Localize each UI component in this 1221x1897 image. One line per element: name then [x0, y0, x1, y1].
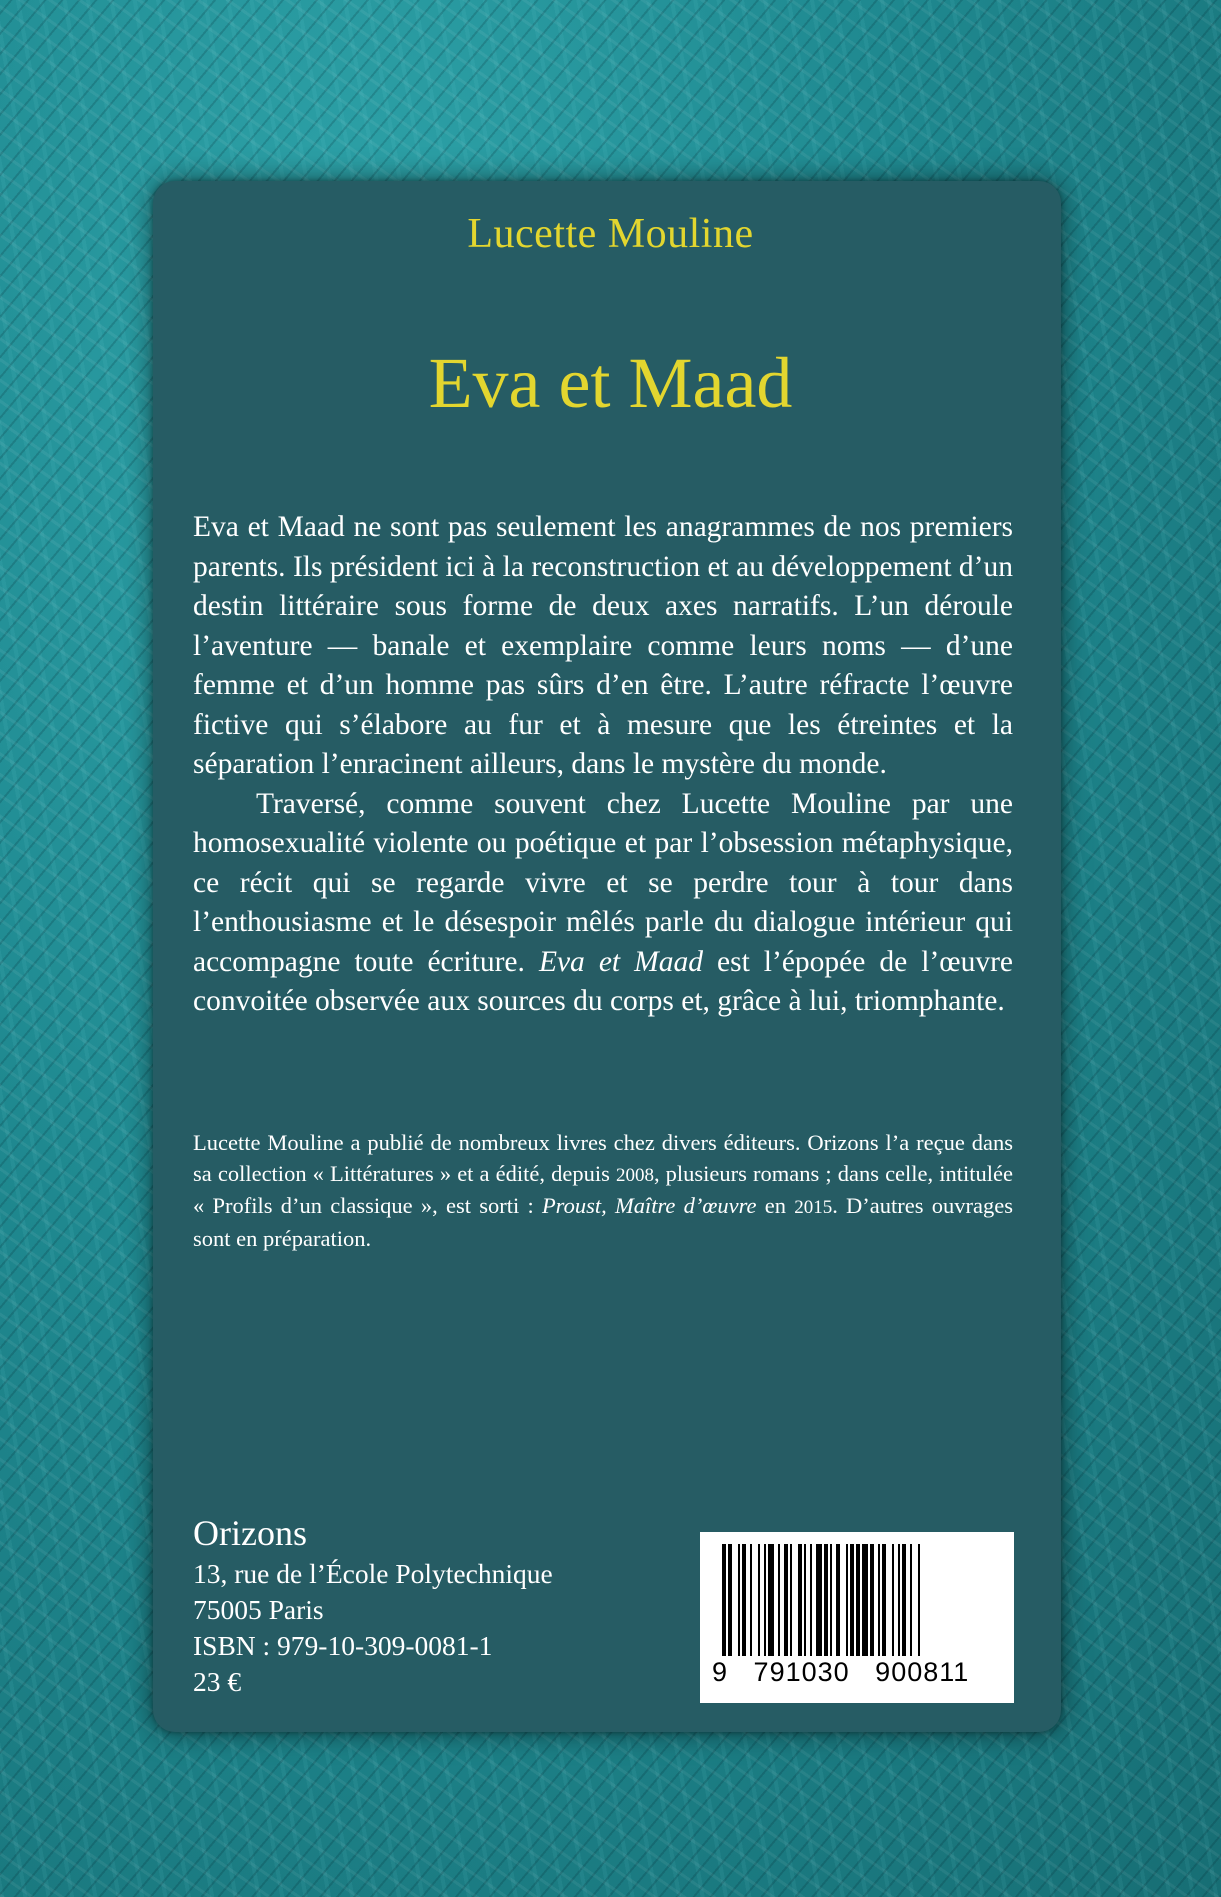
- barcode-bar: [738, 1544, 740, 1656]
- barcode-bar: [816, 1544, 822, 1656]
- barcode-bar: [824, 1544, 828, 1656]
- barcode-bars: [700, 1532, 1014, 1660]
- barcode-bar: [862, 1544, 868, 1656]
- author-name: Lucette Mouline: [467, 211, 754, 257]
- barcode-bar: [758, 1544, 760, 1656]
- barcode-bar: [846, 1544, 848, 1656]
- barcode-bar: [784, 1544, 788, 1656]
- barcode-bar: [790, 1544, 792, 1656]
- barcode-bar: [882, 1544, 886, 1656]
- bio-year: 2015: [794, 1197, 833, 1218]
- author-bio: [193, 1128, 1013, 1254]
- barcode-bar: [902, 1544, 906, 1656]
- barcode-bar: [798, 1544, 802, 1656]
- barcode-bar: [750, 1544, 752, 1656]
- barcode-bar: [910, 1544, 912, 1656]
- price: 23 €: [193, 1666, 242, 1697]
- barcode-bar: [768, 1544, 774, 1656]
- bio-italic-title: Proust, Maître d’œuvre: [541, 1193, 757, 1218]
- blurb-paragraph: [193, 785, 1013, 1022]
- publisher-info: [193, 1510, 553, 1700]
- barcode-bar: [830, 1544, 832, 1656]
- barcode-bar: [898, 1544, 900, 1656]
- barcode-first-digit: 9: [712, 1657, 729, 1687]
- barcode-bar: [836, 1544, 840, 1656]
- blurb-italic-title: Eva et Maad: [538, 945, 703, 978]
- barcode-left-digits: 791030: [753, 1657, 850, 1687]
- barcode-bar: [742, 1544, 746, 1656]
- blurb: [193, 508, 1013, 1022]
- barcode-bar: [778, 1544, 780, 1656]
- blurb-text: est l’épopée de l’œuvre convoitée observée aux sources du corps et, grâce à lui, triomphante.: [193, 945, 1014, 1017]
- barcode-bar: [722, 1544, 726, 1656]
- barcode-bar: [878, 1544, 880, 1656]
- bio-year: 2008: [615, 1164, 654, 1186]
- isbn-barcode: [700, 1532, 1014, 1703]
- publisher-name: Orizons: [193, 1513, 307, 1553]
- barcode-digits: [712, 1657, 1008, 1688]
- publisher-address: 13, rue de l’École Polytechnique: [193, 1558, 553, 1589]
- barcode-bar: [892, 1544, 894, 1656]
- publisher-city: 75005 Paris: [193, 1594, 324, 1625]
- barcode-bar: [850, 1544, 854, 1656]
- bio-paragraph: [193, 1128, 1013, 1254]
- bio-text: en: [756, 1193, 795, 1218]
- barcode-bar: [728, 1544, 732, 1656]
- barcode-bar: [870, 1544, 874, 1656]
- barcode-right-digits: 900811: [875, 1657, 970, 1687]
- isbn: ISBN : 979-10-309-0081-1: [193, 1630, 493, 1661]
- bio-text: Lucette Mouline a publié de nombreux livres chez divers éditeurs. Orizons l’a reçue dans sa collection « Littératures » et a édité, depuis: [193, 1130, 1013, 1186]
- barcode-bar: [804, 1544, 806, 1656]
- barcode-bar: [810, 1544, 812, 1656]
- blurb-paragraph: Eva et Maad ne sont pas seulement les anagrammes de nos premiers parents. Ils président ici à la reconstruction et au développement d’un destin littéraire sous forme de deux axes narratifs. L’un déroule l’aventure — banale et exemplaire comme leurs noms — d’une femme et d’un homme pas sûrs d’en être. L’autre réfracte l’œuvre fictive qui s’élabore au fur et à mesure que les étreintes et la séparation l’enracinent ailleurs, dans le mystère du monde.: [193, 511, 1013, 780]
- barcode-bar: [918, 1544, 920, 1656]
- bio-text: . D’autres ouvrages sont en préparation.: [193, 1193, 1013, 1251]
- book-title: Eva et Maad: [428, 343, 793, 423]
- bio-text: , plusieurs romans ; dans celle, intitulée « Profils d’un classique », est sorti :: [193, 1160, 1013, 1218]
- barcode-bar: [856, 1544, 860, 1656]
- blurb-text: Traversé, comme souvent chez Lucette Mouline par une homosexualité violente ou poétique et par l’obsession métaphysique, ce récit qui se regarde vivre et se perdre tour à tour dans l’enthousiasme et le désespoir mêlés parle du dialogue intérieur qui accompagne toute écriture.: [193, 787, 1013, 978]
- barcode-bar: [764, 1544, 766, 1656]
